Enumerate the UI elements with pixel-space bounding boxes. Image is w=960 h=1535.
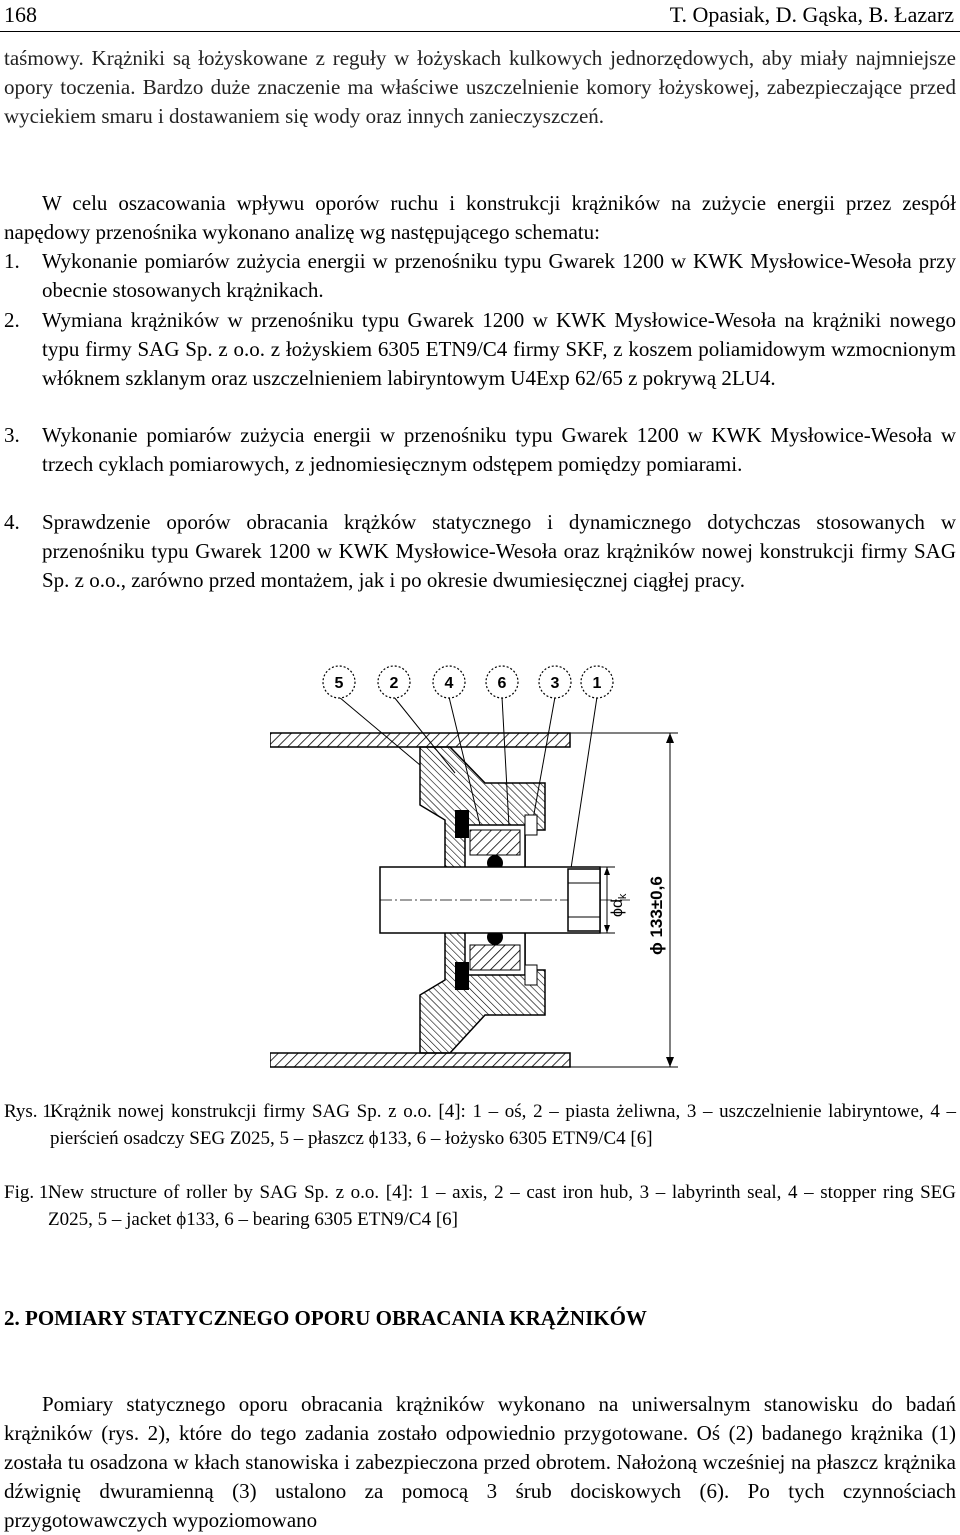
dimension-dk-label: $\phi d_k$	[609, 893, 629, 917]
running-head-authors: T. Opasiak, D. Gąska, B. Łazarz	[669, 2, 954, 27]
header-rule	[0, 31, 960, 32]
list-item-number: 3.	[4, 423, 20, 447]
caption-label: Fig. 1.	[4, 1182, 54, 1203]
section-heading: 2. POMIARY STATYCZNEGO OPORU OBRACANIA KRĄŻNIKÓW	[4, 1306, 647, 1330]
dimension-133-label: ϕ 133±0,6	[647, 876, 666, 955]
figure-caption-polish	[4, 1098, 956, 1179]
list-item	[4, 508, 956, 624]
balloon-label: 4	[444, 675, 454, 692]
list-item-text: Sprawdzenie oporów obracania krążków statycznego i dynamicznego dotychczas stosowanych w przenośniku typu Gwarek 1200 w KWK Mysłowice-Wesoła oraz krążników nowej konstrukcji firmy SAG Sp. z o.o., zarówno przed montażem, jak i po okresie dwumiesięcznej ciągłej pracy.	[42, 510, 956, 592]
balloon-label: 6	[497, 675, 507, 692]
section-paragraph: Pomiary statycznego oporu obracania krążników wykonano na uniwersalnym stanowisku do badań krążników (rys. 2), które do tego zadania zostało odpowiednio przygotowane. Oś (2) badanego krążnika (1) została tu osadzona w kłach stanowiska i zabezpieczona przed obrotem. Nałożoną wcześniej na płaszcz krążnika dźwignię dwuramienną (3) ustalono za pomocą 3 śrub dociskowych (6). Po tych czynnościach przygotowawczych wypoziomowano	[4, 1392, 956, 1532]
roller-cross-section-drawing	[270, 655, 710, 1095]
list-item-number: 1.	[4, 249, 20, 273]
balloon-label: 5	[334, 675, 344, 692]
list-item	[4, 421, 956, 508]
list-item-text: Wymiana krążników w przenośniku typu Gwarek 1200 w KWK Mysłowice-Wesoła na krążniki nowego typu firmy SAG Sp. z o.o. z łożyskiem 6305 ETN9/C4 firmy SKF, z koszem poliamidowym wzmocnionym włóknem szklanym oraz uszczelnieniem labiryntowym U4Exp 62/65 z pokrywą 2LU4.	[42, 308, 956, 390]
list-item-text: Wykonanie pomiarów zużycia energii w przenośniku typu Gwarek 1200 w KWK Mysłowice-Wesoła przy obecnie stosowanych krążnikach.	[42, 249, 956, 302]
intro-paragraph-1: taśmowy. Krążniki są łożyskowane z reguły w łożyskach kulkowych jednorzędowych, aby miały najmniejsze opory toczenia. Bardzo duże znaczenie ma właściwe uszczelnienie komory łożyskowej, zabezpieczające przed wyciekiem smaru i dostawaniem się wody oraz innych zanieczyszczeń.	[4, 46, 956, 128]
list-item-text: Wykonanie pomiarów zużycia energii w przenośniku typu Gwarek 1200 w KWK Mysłowice-Wesoła w trzech cyklach pomiarowych, z jednomiesięcznym odstępem pomiędzy pomiarami.	[42, 423, 956, 476]
page-number: 168	[4, 2, 37, 27]
balloon-label: 3	[550, 675, 560, 692]
list-item	[4, 247, 956, 305]
caption-text: New structure of roller by SAG Sp. z o.o. [4]: 1 – axis, 2 – cast iron hub, 3 – labyrinth seal, 4 – stopper ring SEG Z025, 5 – jacket ϕ133, 6 – bearing 6305 ETN9/C4 [6]	[48, 1182, 956, 1230]
caption-label: Rys. 1.	[4, 1101, 57, 1122]
list-item-number: 4.	[4, 510, 20, 534]
figure-caption-english	[4, 1179, 956, 1233]
intro-paragraph-2: W celu oszacowania wpływu oporów ruchu i konstrukcji krążników na zużycie energii przez zespół napędowy przenośnika wykonano analizę wg następującego schematu:	[4, 191, 956, 244]
balloon-label: 1	[592, 675, 602, 692]
list-item-number: 2.	[4, 308, 20, 332]
list-item	[4, 306, 956, 422]
balloon-label: 2	[389, 675, 399, 692]
caption-text: Krążnik nowej konstrukcji firmy SAG Sp. z o.o. [4]: 1 – oś, 2 – piasta żeliwna, 3 – uszczelnienie labiryntowe, 4 – pierścień osadczy SEG Z025, 5 – płaszcz ϕ133, 6 – łożysko 6305 ETN9/C4 [6]	[50, 1101, 956, 1149]
page-header	[0, 0, 960, 33]
part-balloons	[323, 666, 613, 698]
